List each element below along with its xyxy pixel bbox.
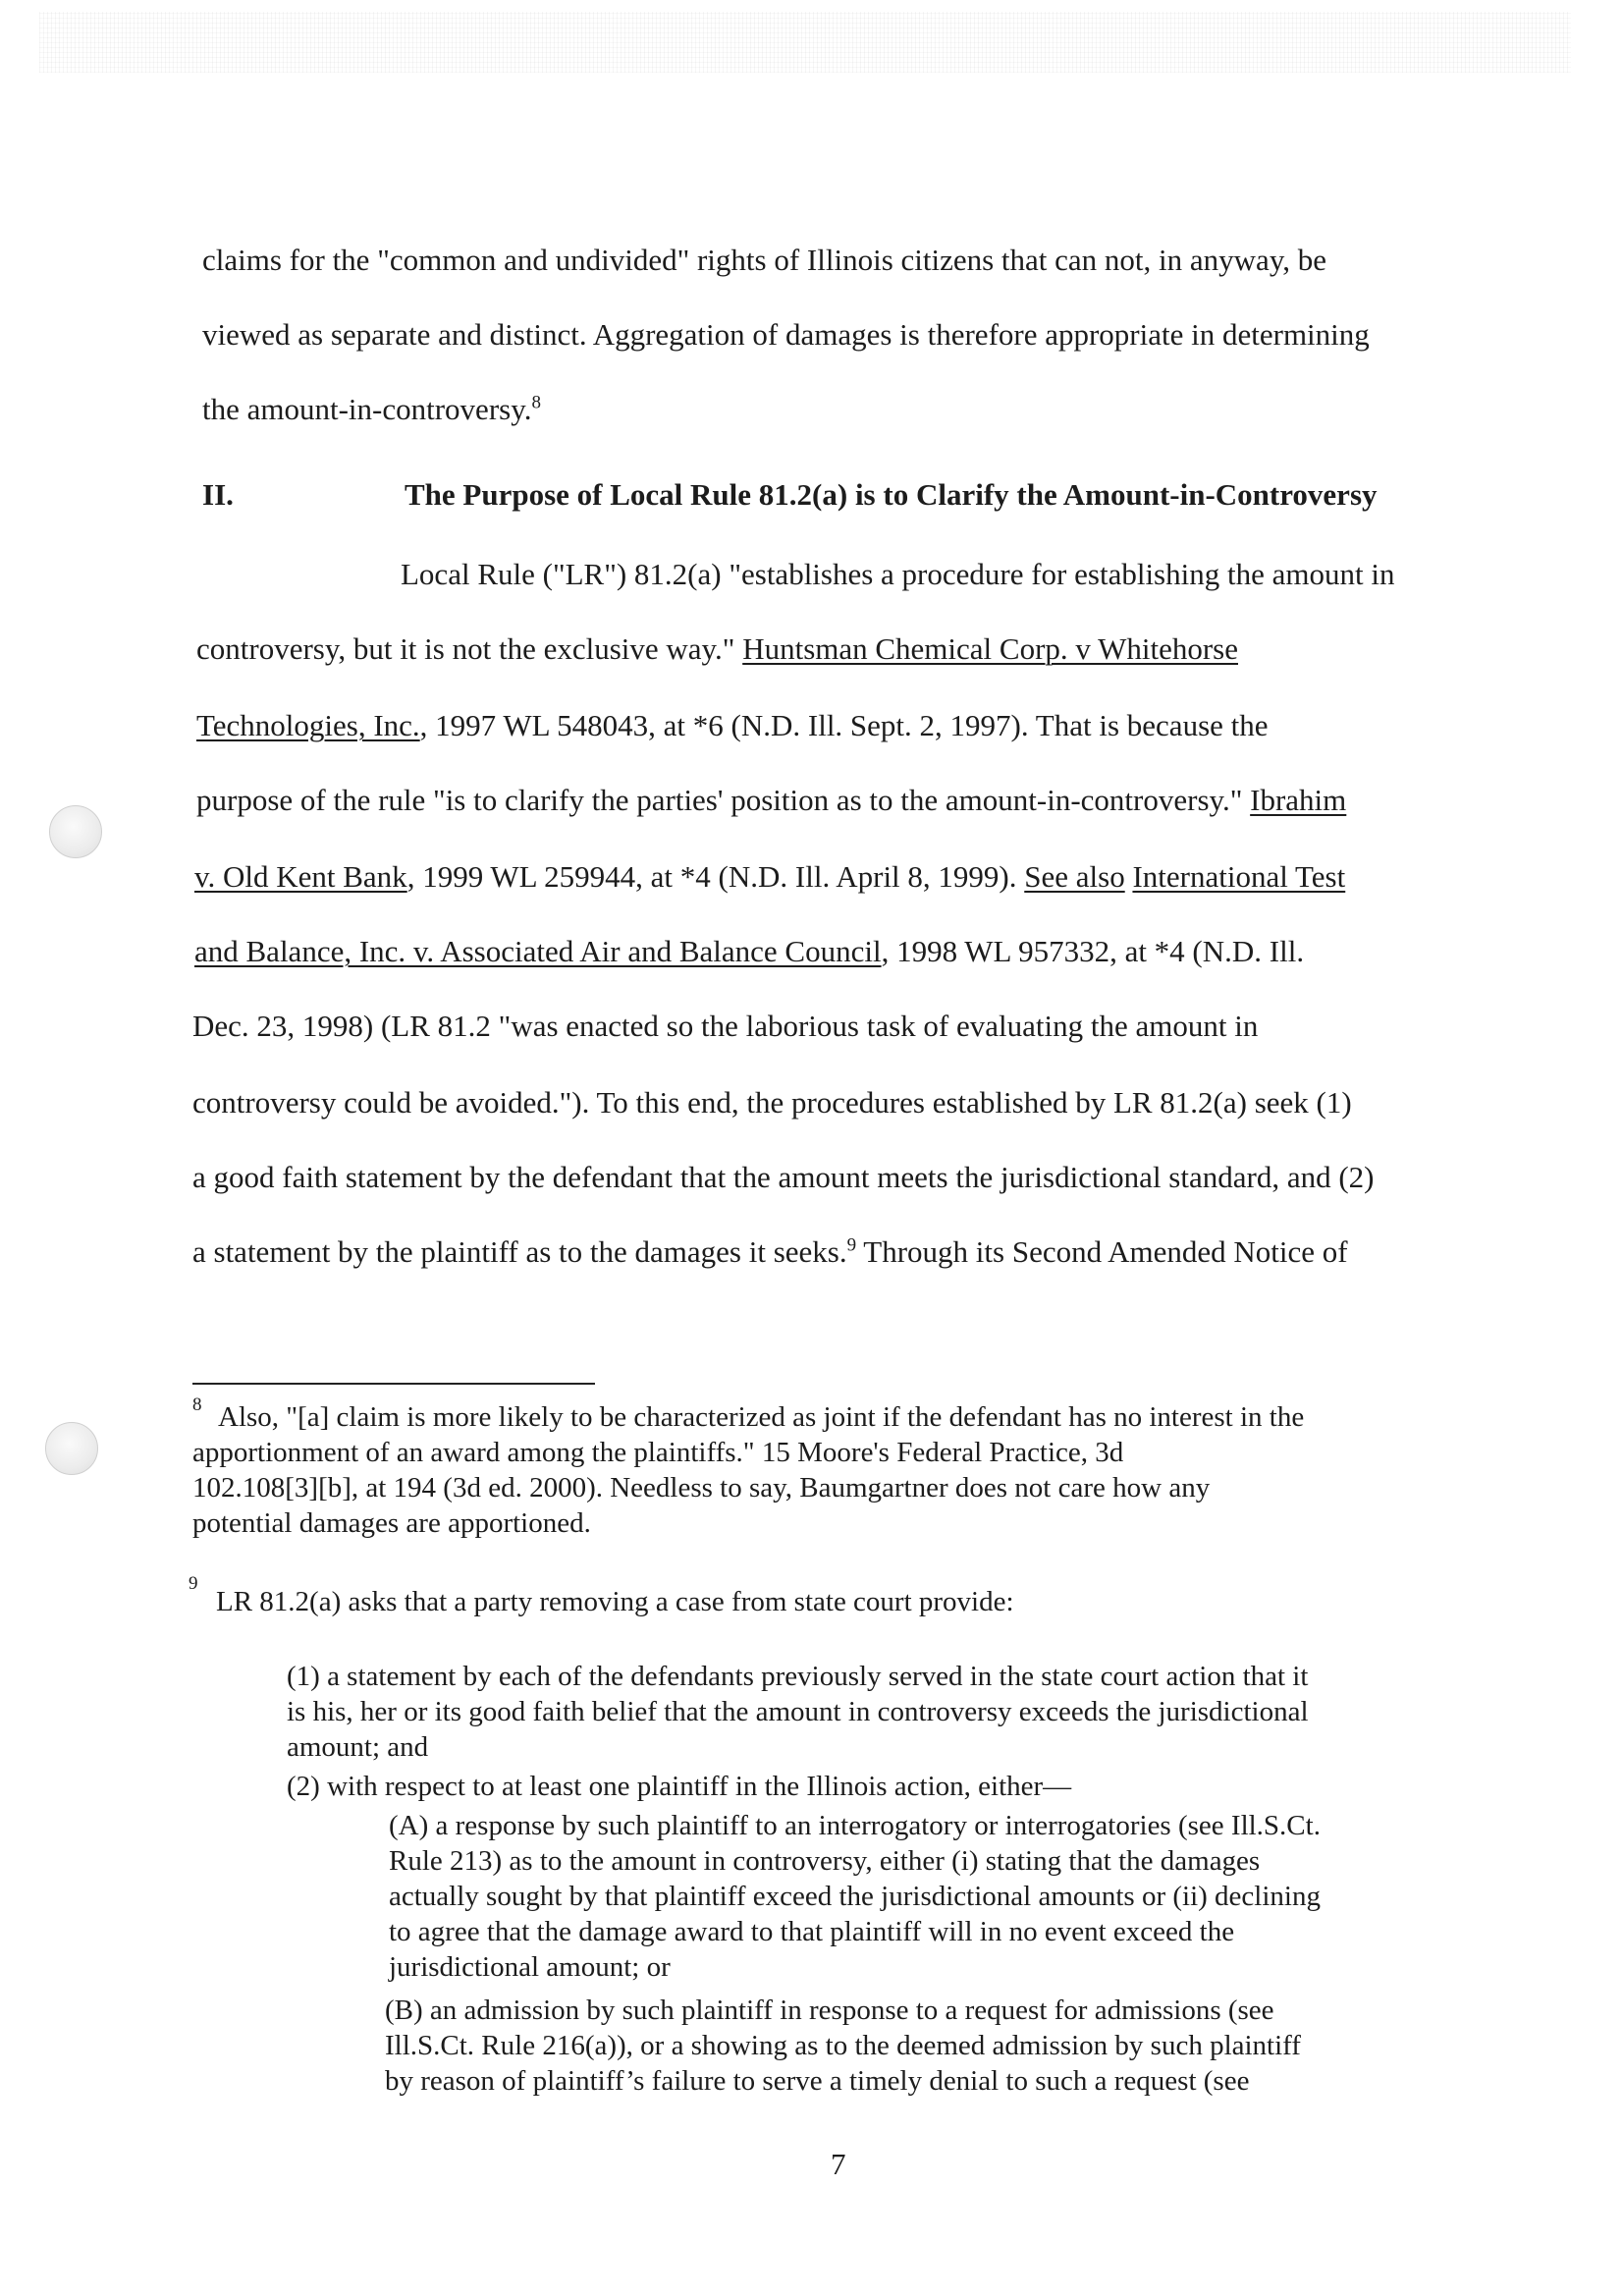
body-line xyxy=(192,1159,1374,1195)
body-line xyxy=(192,1233,1348,1270)
citation-text: and Balance, Inc. v. Associated Air and Balance Council xyxy=(194,934,882,968)
footnote-9-item-1-line: (1) a statement by each of the defendants previously served in the state court action that it xyxy=(287,1661,1309,1692)
footnote-8-line: 102.108[3][b], at 194 (3d ed. 2000). Needless to say, Baumgartner does not care how any xyxy=(192,1472,1211,1503)
body-text-segment: claims for the "common and undivided" rights of Illinois citizens that can not, in anyway, be xyxy=(202,243,1327,277)
footnote-8-marker: 8 xyxy=(192,1394,202,1415)
footnote-9-intro: LR 81.2(a) asks that a party removing a case from state court provide: xyxy=(216,1586,1014,1617)
body-text-segment: purpose of the rule "is to clarify the parties' position as to the amount-in-controversy." xyxy=(196,783,1251,817)
body-line xyxy=(196,782,1346,818)
body-text-segment: Local Rule ("LR") 81.2(a) "establishes a procedure for establishing the amount in xyxy=(401,557,1395,591)
body-line xyxy=(202,316,1370,353)
citation-text: Technologies, Inc. xyxy=(196,708,420,742)
citation-text: See also xyxy=(1024,859,1125,894)
body-line xyxy=(196,630,1238,667)
footnote-8-line: Also, "[a] claim is more likely to be characterized as joint if the defendant has no interest in the xyxy=(218,1401,1305,1433)
body-text-segment: viewed as separate and distinct. Aggregation of damages is therefore appropriate in determining xyxy=(202,317,1370,352)
body-line xyxy=(202,391,541,427)
footnote-9-item-b-line: by reason of plaintiff’s failure to serve a timely denial to such a request (see xyxy=(385,2065,1250,2097)
citation-text: International Test xyxy=(1132,859,1346,894)
body-text-segment: a good faith statement by the defendant that the amount meets the jurisdictional standard, and (2) xyxy=(192,1160,1375,1194)
footnote-9-item-a-line: Rule 213) as to the amount in controversy, either (i) stating that the damages xyxy=(389,1845,1261,1877)
footnote-9-item-b-line: Ill.S.Ct. Rule 216(a)), or a showing as to the deemed admission by such plaintiff xyxy=(385,2030,1301,2061)
footnote-9-item-b-line: (B) an admission by such plaintiff in response to a request for admissions (see xyxy=(385,1995,1274,2026)
footnote-9-item-a-line: (A) a response by such plaintiff to an interrogatory or interrogatories (see Ill.S.Ct. xyxy=(389,1810,1321,1841)
section-heading: The Purpose of Local Rule 81.2(a) is to Clarify the Amount-in-Controversy xyxy=(405,477,1378,512)
citation-text: Huntsman Chemical Corp. v Whitehorse xyxy=(742,631,1238,666)
footnote-9-item-a-line: actually sought by that plaintiff exceed the jurisdictional amounts or (ii) declining xyxy=(389,1881,1321,1912)
body-text-segment: Through its Second Amended Notice of xyxy=(856,1234,1348,1269)
body-line xyxy=(202,242,1326,278)
body-line xyxy=(194,933,1304,969)
footnote-9-item-a-line: jurisdictional amount; or xyxy=(389,1951,671,1983)
punch-hole xyxy=(49,805,102,858)
footnote-reference: 9 xyxy=(846,1234,857,1256)
footnote-9-marker: 9 xyxy=(189,1573,198,1594)
citation-text: Ibrahim xyxy=(1250,783,1347,817)
page-number: 7 xyxy=(831,2147,846,2181)
body-line xyxy=(401,556,1394,592)
body-text-segment: , 1997 WL 548043, at *6 (N.D. Ill. Sept. 2, 1997). That is because the xyxy=(419,708,1269,742)
body-text-segment: a statement by the plaintiff as to the damages it seeks. xyxy=(192,1234,847,1269)
footnote-9-item-1-line: is his, her or its good faith belief that the amount in controversy exceeds the jurisdictional xyxy=(287,1696,1309,1727)
citation-text: v. Old Kent Bank xyxy=(194,859,407,894)
punch-hole xyxy=(45,1422,98,1475)
body-line xyxy=(192,1084,1352,1121)
footnote-8-line: potential damages are apportioned. xyxy=(192,1507,591,1539)
footnote-8-line: apportionment of an award among the plaintiffs." 15 Moore's Federal Practice, 3d xyxy=(192,1437,1124,1468)
footnote-9-item-1-line: amount; and xyxy=(287,1731,429,1763)
body-text-segment: controversy, but it is not the exclusive way." xyxy=(196,631,743,666)
body-line xyxy=(192,1008,1258,1044)
footnote-9-item-2: (2) with respect to at least one plaintiff in the Illinois action, either— xyxy=(287,1771,1072,1802)
footnote-reference: 8 xyxy=(531,392,541,413)
body-line xyxy=(194,858,1345,895)
body-text-segment: , 1999 WL 259944, at *4 (N.D. Ill. April 8, 1999). xyxy=(406,859,1025,894)
body-text-segment: Dec. 23, 1998) (LR 81.2 "was enacted so the laborious task of evaluating the amount in xyxy=(192,1009,1259,1043)
scan-artifact xyxy=(39,12,1571,73)
body-line xyxy=(196,707,1269,743)
body-text-segment: the amount-in-controversy. xyxy=(202,392,532,426)
section-number: II. xyxy=(202,477,234,512)
footnote-separator xyxy=(192,1383,595,1385)
body-text-segment: controversy could be avoided."). To this end, the procedures established by LR 81.2(a) seek (1) xyxy=(192,1085,1352,1120)
body-text-segment: , 1998 WL 957332, at *4 (N.D. Ill. xyxy=(881,934,1305,968)
footnote-9-item-a-line: to agree that the damage award to that plaintiff will in no event exceed the xyxy=(389,1916,1235,1947)
